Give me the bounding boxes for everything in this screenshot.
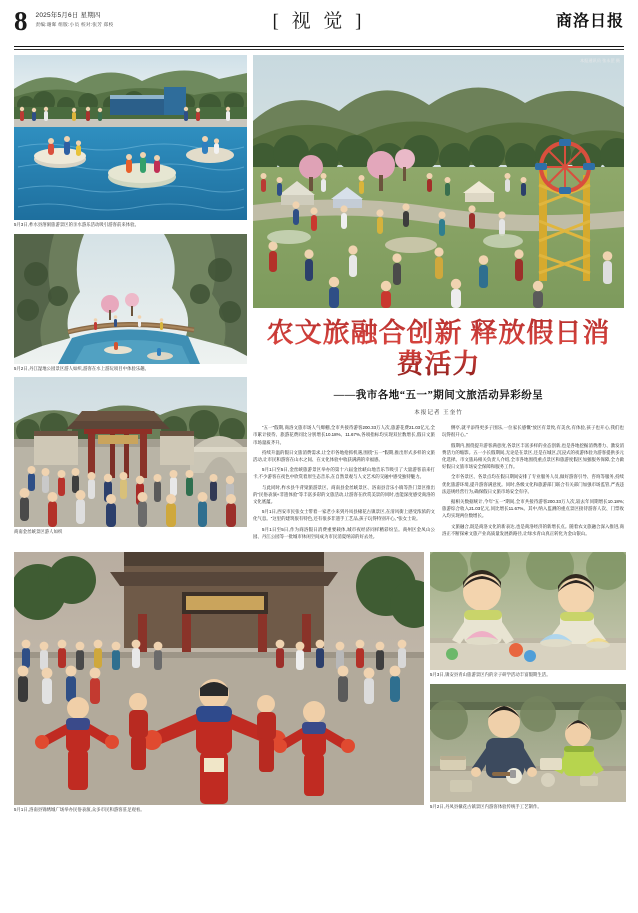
article-paragraph: 文旅融合,既是商洛文化的新表达,也是商洛经济的新增长点。随着农文旅融合深入推进,商洛正不断探索文旅产业高质量发展新路径,让绿水青山真正转化为金山银山。 bbox=[442, 523, 624, 536]
right-content-column bbox=[253, 55, 624, 543]
water-park-photo bbox=[14, 55, 247, 220]
children-craft-photo bbox=[430, 552, 626, 670]
article-paragraph: 持续升温的假日文旅消费需求,让全市各地抢抓机遇,围绕“五一”假期,推出形式多样的文旅活动,让市民和游客在山水之间、在文化体验中收获满满的幸福感。 bbox=[253, 449, 435, 462]
sub-headline: ——我市各地“五一”期间文旅活动异彩纷呈 bbox=[333, 390, 544, 402]
bottom-right-column bbox=[430, 552, 626, 813]
article-paragraph: 5月1日至5日,金丝峡旅游景区举办的第十六届金丝峡山地音乐节吸引了大量游客前来打卡,不少游客在夜色中欣赏着原生态音乐,在自然景观与人文艺术的交融中感受独特魅力。 bbox=[253, 467, 435, 480]
mountain-park-illustration bbox=[253, 55, 624, 308]
canyon-illustration bbox=[14, 234, 247, 364]
article-author: 本报记者 王奎竹 bbox=[414, 410, 463, 417]
masthead-rule-thin bbox=[14, 49, 624, 50]
article-paragraph: 5月1日,西安市民张女士带着一家老小来到丹凤县棣花古镇景区,在清风街上感受浓浓的文化气息。“这里的建筑很有特色,还有很多非遗手工艺品,孩子玩得特别开心。”张女士说。 bbox=[253, 509, 435, 522]
article-paragraph: 假期内,围绕提升游客满意度,各景区丰富多样的业态创新,也是各地挖掘消费潜力、激发消费活力的缩影。五一小长假期间,无论是在景区,还是在城区,沉浸式的夜游体验为游客提供多元化选择。市文旅局相关负责人介绍,全市各地围绕重点景区和旅游度假区加强服务保障,全力做好假日文旅市场安全保障和服务工作。 bbox=[442, 442, 624, 470]
article-column-2 bbox=[442, 424, 624, 543]
headline-block bbox=[253, 318, 624, 416]
masthead bbox=[14, 0, 624, 44]
dance-caption: 5月1日,洛南县锦绣城广场举办民俗表演,众多市民和游客驻足观看。 bbox=[14, 807, 145, 813]
canyon-scenic-photo bbox=[14, 234, 247, 364]
left-photo-column bbox=[14, 55, 247, 543]
masthead-rule bbox=[14, 46, 624, 47]
mountain-park-photo bbox=[253, 55, 624, 308]
temple-gate-illustration bbox=[14, 377, 247, 527]
diy-workshop-illustration bbox=[430, 684, 626, 802]
water-park-caption: 5月3日,柞水县溶洞旅游景区的亲水游乐活动吸引游客前来体验。 bbox=[14, 222, 139, 228]
article-paragraph: 5月1日至5日,作为商洛假日消费重要载体,城市夜经济同样精彩纷呈。商州区金凤山公园、丹江公园等一批城市休闲空间成为市民消夏纳凉的好去处。 bbox=[253, 526, 435, 539]
paper-name: 商洛日报 bbox=[555, 13, 624, 30]
folk-dance-photo bbox=[14, 552, 424, 805]
bottom-photo-zone bbox=[14, 552, 624, 813]
article-paragraph: 全市各景区、各景点均在假日期间安排了专业服务人员,做好游客引导、咨询等服务,持续优化旅游环境,提升游客满意度。同时,各级文化和旅游部门联合有关部门加强市场监管,严查违法违规经营行为,确保假日文旅市场安全有序。 bbox=[442, 474, 624, 494]
article-paragraph: 据相关数据统计,今年“五一”期间,全市共接待游客200.33万人次,较去年同期增长10.18%;旅游综合收入21.03亿元,同比增长11.67%。其中,纳入监测的重点景区接待游客人次、门票收入均实现两位数增长。 bbox=[442, 499, 624, 519]
publication-date: 2025年5月6日 星期四 bbox=[35, 12, 101, 19]
diy-workshop-caption: 5月2日,丹凤县棣花古镇景区内游客体验传统手工艺制作。 bbox=[430, 803, 542, 809]
article-paragraph: 侧亭,就平添得更多子围乐,一位家长感慨“放区有景致,有美食,有体验,孩子也开心,我们也玩得很开心。” bbox=[442, 425, 624, 438]
canyon-caption: 5月2日,丹江湿地公园景区游人如织,游客在水上游玩项目中体验乐趣。 bbox=[14, 365, 150, 371]
temple-gate-photo bbox=[14, 377, 247, 527]
page-number: 8 bbox=[14, 6, 28, 36]
main-headline: 农文旅融合创新 释放假日消费活力 bbox=[255, 318, 622, 380]
water-park-illustration bbox=[14, 55, 247, 220]
diy-workshop-photo bbox=[430, 684, 626, 802]
dance-photo-wrap bbox=[14, 552, 424, 813]
folk-dance-illustration bbox=[14, 552, 424, 805]
article-body bbox=[253, 424, 624, 543]
children-craft-illustration bbox=[430, 552, 626, 670]
temple-gate-caption: 商南金丝峡景区游人如织 bbox=[14, 529, 63, 535]
children-craft-caption: 5月3日,镇安县青山旅游景区内的亲子研学活动丰富假期生活。 bbox=[430, 672, 551, 678]
article-paragraph: “五一”假期,商洛文旅市场人气爆棚,全市共接待游客200.33万人次,旅游花费21.03亿元,全市累计接待、旅游花费同比分别增长10.18%、11.67%,各项指标均实现双位数增长,假日文旅市场量质齐升。 bbox=[253, 425, 435, 445]
editor-credits: 责编:谢晖 组版:小员 校对:张芳 郑校 bbox=[35, 22, 114, 27]
photo-credit: 本报通讯员 张永罡 摄 bbox=[579, 58, 620, 64]
section-title: [ 视 觉 ] bbox=[272, 11, 366, 32]
top-photo-zone bbox=[14, 55, 624, 543]
article-paragraph: 与此同时,柞水县牛背梁旅游景区、商南县金丝峡景区、洛南县音乐小镇等热门景区推出的“民俗表演+非遗体验”等丰富多彩的文旅活动,让游客在欣赏美景的同时,也能深度感受商洛的文化底蕴。 bbox=[253, 484, 435, 505]
date-block bbox=[36, 8, 114, 28]
article-column-1 bbox=[253, 424, 435, 543]
